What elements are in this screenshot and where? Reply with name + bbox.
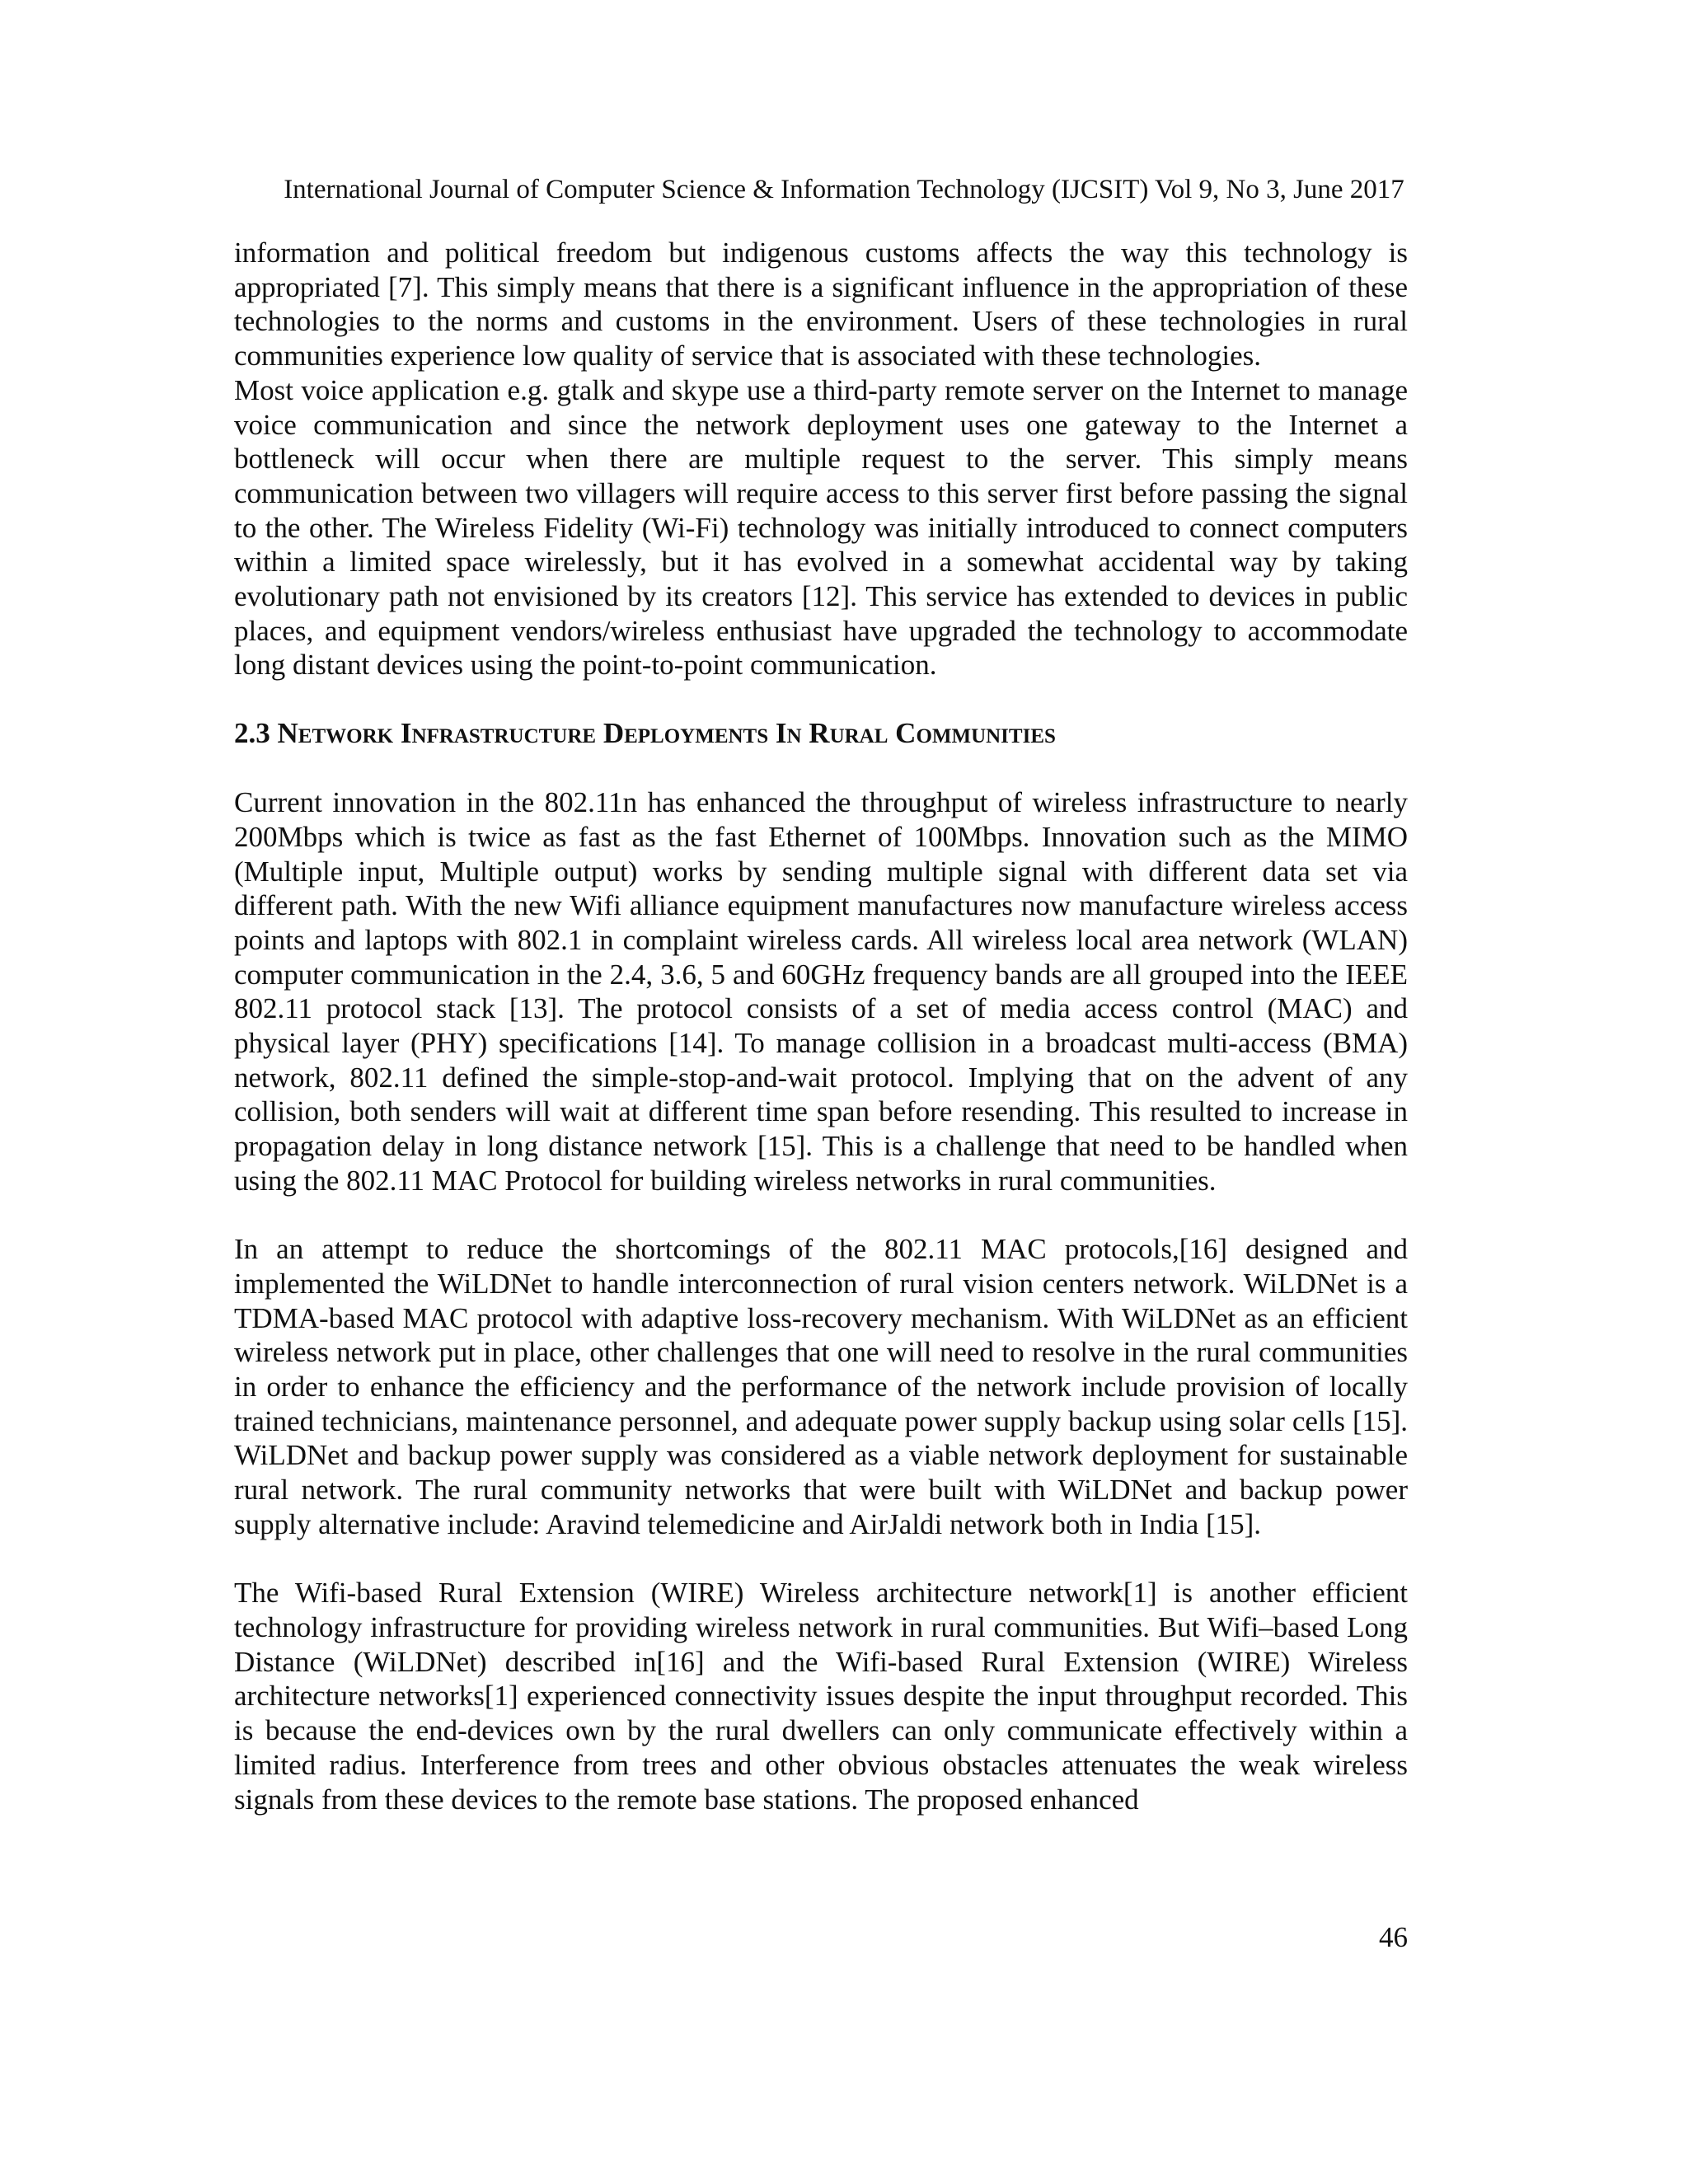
running-header: International Journal of Computer Science & Information Technology (IJCSIT) Vol 9, No 3, June 2017 [284,175,1404,204]
page-number: 46 [1379,1921,1408,1953]
paragraph: Most voice application e.g. gtalk and skype use a third-party remote server on the Internet to manage voice communication and since the network deployment uses one gateway to the Internet a bottleneck will occur when there are multiple request to the server. This simply means communication between two villagers will require access to this server first before passing the signal to the other. The Wireless Fidelity (Wi-Fi) technology was initially introduced to connect computers within a limited space wirelessly, but it has evolved in a somewhat accidental way by taking evolutionary path not envisioned by its creators [12]. This service has extended to devices in public places, and equipment vendors/wireless enthusiast have upgraded the technology to accommodate long distant devices using the point-to-point communication. [234,373,1408,682]
body-text [234,236,1408,1816]
paragraph: In an attempt to reduce the shortcomings of the 802.11 MAC protocols,[16] designed and implemented the WiLDNet to handle interconnection of rural vision centers network. WiLDNet is a TDMA-based MAC protocol with adaptive loss-recovery mechanism. With WiLDNet as an efficient wireless network put in place, other challenges that one will need to resolve in the rural communities in order to enhance the efficiency and the performance of the network include provision of locally trained technicians, maintenance personnel, and adequate power supply backup using solar cells [15]. WiLDNet and backup power supply was considered as a viable network deployment for sustainable rural network. The rural community networks that were built with WiLDNet and backup power supply alternative include: Aravind telemedicine and AirJaldi network both in India [15]. [234,1233,1408,1540]
paragraph: information and political freedom but indigenous customs affects the way this technology is appropriated [7]. This simply means that there is a significant influence in the appropriation of these technologies to the norms and customs in the environment. Users of these technologies in rural communities experience low quality of service that is associated with these technologies. [234,237,1408,373]
paragraph: Current innovation in the 802.11n has enhanced the throughput of wireless infrastructure to nearly 200Mbps which is twice as fast as the fast Ethernet of 100Mbps. Innovation such as the MIMO (Multiple input, Multiple output) works by sending multiple signal with different data set via different path. With the new Wifi alliance equipment manufactures now manufacture wireless access points and laptops with 802.1 in complaint wireless cards. All wireless local area network (WLAN) computer communication in the 2.4, 3.6, 5 and 60GHz frequency bands are all grouped into the IEEE 802.11 protocol stack [13]. The protocol consists of a set of media access control (MAC) and physical layer (PHY) specifications [14]. To manage collision in a broadcast multi-access (BMA) network, 802.11 defined the simple-stop-and-wait protocol. Implying that on the advent of any collision, both senders will wait at different time span before resending. This resulted to increase in propagation delay in long distance network [15]. This is a challenge that need to be handled when using the 802.11 MAC Protocol for building wireless networks in rural communities. [234,786,1408,1197]
paragraph: The Wifi-based Rural Extension (WIRE) Wireless architecture network[1] is another efficient technology infrastructure for providing wireless network in rural communities. But Wifi–based Long Distance (WiLDNet) described in[16] and the Wifi-based Rural Extension (WIRE) Wireless architecture networks[1] experienced connectivity issues despite the input throughput recorded. This is because the end-devices own by the rural dwellers can only communicate effectively within a limited radius. Interference from trees and other obvious obstacles attenuates the weak wireless signals from these devices to the remote base stations. The proposed enhanced [234,1577,1408,1816]
section-heading: 2.3 Network Infrastructure Deployments In Rural Communities [234,717,1056,750]
